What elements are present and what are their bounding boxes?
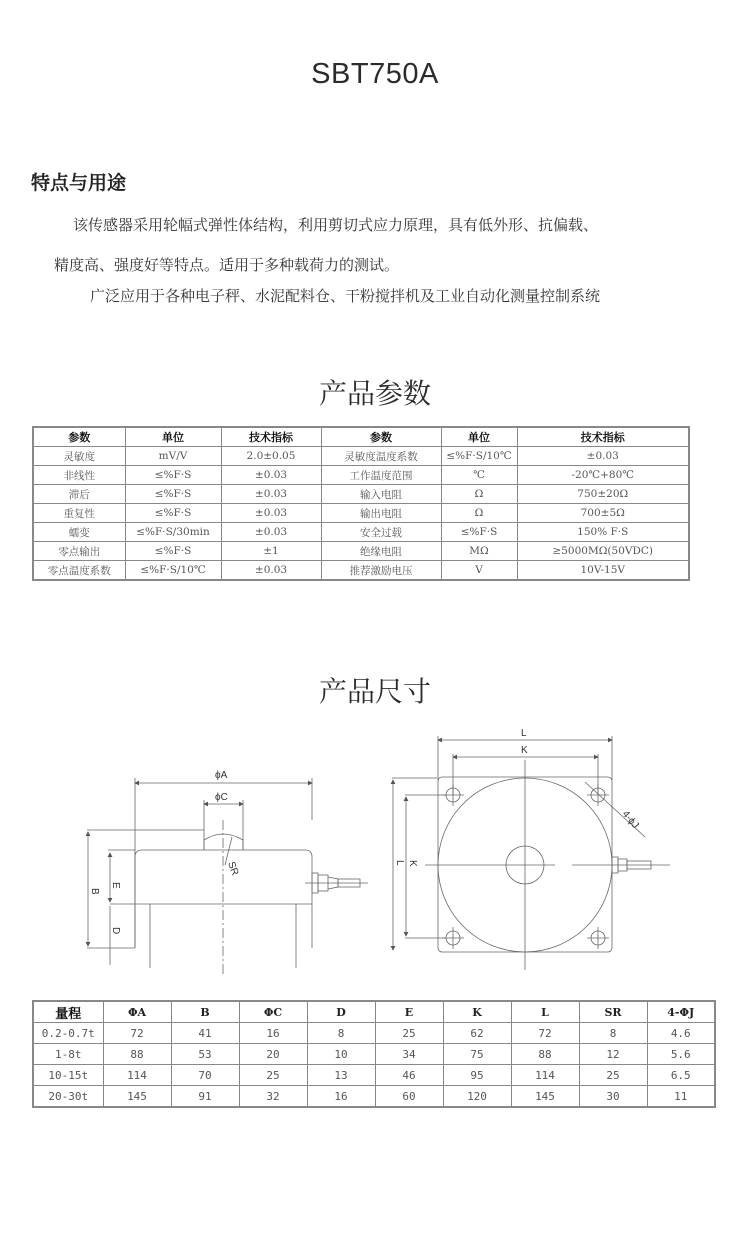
table-cell: 72 xyxy=(103,1023,171,1044)
label-b: B xyxy=(89,888,100,895)
table-row xyxy=(33,466,689,485)
table-cell: 25 xyxy=(375,1023,443,1044)
table-cell: 16 xyxy=(307,1086,375,1108)
label-d: D xyxy=(110,927,121,935)
table-cell: 8 xyxy=(307,1023,375,1044)
table-cell: 输出电阻 xyxy=(321,504,441,523)
table-cell: V xyxy=(441,561,517,581)
table-cell: 75 xyxy=(443,1044,511,1065)
table-row xyxy=(33,1065,715,1086)
table-cell: 零点温度系数 xyxy=(33,561,125,581)
table-row xyxy=(33,561,689,581)
table-cell: MΩ xyxy=(441,542,517,561)
table-cell: ±0.03 xyxy=(221,504,321,523)
table-cell: 绝缘电阻 xyxy=(321,542,441,561)
table-cell: 安全过载 xyxy=(321,523,441,542)
table-cell: 114 xyxy=(511,1065,579,1086)
table-cell: Ω xyxy=(441,504,517,523)
params-header-row xyxy=(33,427,689,447)
params-header-cell: 单位 xyxy=(441,427,517,447)
table-cell: ±0.03 xyxy=(221,523,321,542)
dimensions-heading: 产品尺寸 xyxy=(318,675,431,708)
table-cell: ≤%F·S xyxy=(125,542,221,561)
table-cell: 91 xyxy=(171,1086,239,1108)
table-cell: 10V-15V xyxy=(517,561,689,581)
label-e: E xyxy=(110,882,121,889)
table-cell: 13 xyxy=(307,1065,375,1086)
features-paragraph-2: 精度高、强度好等特点。适用于多种载荷力的测试。 xyxy=(54,256,400,274)
dimensions-header-cell: K xyxy=(443,1001,511,1023)
label-4-phi-j: 4-ϕJ xyxy=(619,808,641,831)
table-cell: 2.0±0.05 xyxy=(221,447,321,466)
label-phi-a: ϕA xyxy=(215,770,228,781)
table-cell: Ω xyxy=(441,485,517,504)
table-cell: 滞后 xyxy=(33,485,125,504)
table-cell: ±0.03 xyxy=(221,561,321,581)
table-cell: 95 xyxy=(443,1065,511,1086)
table-cell: 34 xyxy=(375,1044,443,1065)
table-cell: ±1 xyxy=(221,542,321,561)
table-cell: 灵敏度温度系数 xyxy=(321,447,441,466)
table-cell: 700±5Ω xyxy=(517,504,689,523)
table-cell: 10-15t xyxy=(33,1065,103,1086)
table-cell: 60 xyxy=(375,1086,443,1108)
dimensions-header-row xyxy=(33,1001,715,1023)
table-cell: ≤%F·S/30min xyxy=(125,523,221,542)
table-cell: 4.6 xyxy=(647,1023,715,1044)
table-cell: 145 xyxy=(103,1086,171,1108)
features-paragraph-3: 广泛应用于各种电子秤、水泥配料仓、干粉搅拌机及工业自动化测量控制系统 xyxy=(90,287,601,305)
table-cell: 12 xyxy=(579,1044,647,1065)
table-row xyxy=(33,523,689,542)
table-cell: 25 xyxy=(579,1065,647,1086)
table-row xyxy=(33,1023,715,1044)
table-cell: ≤%F·S xyxy=(441,523,517,542)
table-cell: 750±20Ω xyxy=(517,485,689,504)
table-cell: -20℃+80℃ xyxy=(517,466,689,485)
table-cell: 8 xyxy=(579,1023,647,1044)
table-row xyxy=(33,447,689,466)
label-k-left: K xyxy=(407,860,418,867)
dimensions-header-cell: B xyxy=(171,1001,239,1023)
label-phi-c: ϕC xyxy=(215,792,228,803)
table-cell: ≤%F·S xyxy=(125,466,221,485)
table-cell: ≥5000MΩ(50VDC) xyxy=(517,542,689,561)
table-cell: 30 xyxy=(579,1086,647,1108)
table-row xyxy=(33,1086,715,1108)
table-cell: ≤%F·S/10℃ xyxy=(125,561,221,581)
table-cell: 灵敏度 xyxy=(33,447,125,466)
table-cell: 120 xyxy=(443,1086,511,1108)
table-cell: 25 xyxy=(239,1065,307,1086)
label-l-top: L xyxy=(521,728,527,739)
table-cell: 88 xyxy=(103,1044,171,1065)
params-header-cell: 技术指标 xyxy=(517,427,689,447)
dimensions-header-cell: 量程 xyxy=(33,1001,103,1023)
params-header-cell: 技术指标 xyxy=(221,427,321,447)
params-table xyxy=(32,426,690,581)
table-cell: 蠕变 xyxy=(33,523,125,542)
table-row xyxy=(33,542,689,561)
top-view xyxy=(392,736,670,970)
table-cell: 工作温度范围 xyxy=(321,466,441,485)
params-header-cell: 参数 xyxy=(33,427,125,447)
table-row xyxy=(33,504,689,523)
dimension-drawing xyxy=(0,720,750,990)
table-cell: mV/V xyxy=(125,447,221,466)
table-cell: 72 xyxy=(511,1023,579,1044)
table-cell: 114 xyxy=(103,1065,171,1086)
table-cell: 41 xyxy=(171,1023,239,1044)
params-heading: 产品参数 xyxy=(318,377,431,410)
dimensions-header-cell: SR xyxy=(579,1001,647,1023)
params-header-cell: 参数 xyxy=(321,427,441,447)
label-sr: SR xyxy=(225,860,241,878)
product-title: SBT750A xyxy=(311,58,439,90)
table-cell: 62 xyxy=(443,1023,511,1044)
label-k-top: K xyxy=(521,745,528,756)
table-cell: ±0.03 xyxy=(517,447,689,466)
dimensions-table xyxy=(32,1000,716,1108)
table-cell: ℃ xyxy=(441,466,517,485)
table-cell: 1-8t xyxy=(33,1044,103,1065)
features-paragraph-1: 该传感器采用轮幅式弹性体结构，利用剪切式应力原理，具有低外形、抗偏载、 xyxy=(73,216,599,234)
table-cell: 非线性 xyxy=(33,466,125,485)
table-cell: 46 xyxy=(375,1065,443,1086)
table-cell: 推荐激励电压 xyxy=(321,561,441,581)
table-cell: ≤%F·S xyxy=(125,485,221,504)
table-cell: ±0.03 xyxy=(221,466,321,485)
table-row xyxy=(33,485,689,504)
features-heading: 特点与用途 xyxy=(31,172,127,194)
table-cell: 20 xyxy=(239,1044,307,1065)
table-cell: 70 xyxy=(171,1065,239,1086)
table-cell: 88 xyxy=(511,1044,579,1065)
table-cell: 零点输出 xyxy=(33,542,125,561)
table-cell: 16 xyxy=(239,1023,307,1044)
label-l-left: L xyxy=(394,860,405,866)
dimensions-header-cell: L xyxy=(511,1001,579,1023)
dimensions-header-cell: E xyxy=(375,1001,443,1023)
table-cell: 53 xyxy=(171,1044,239,1065)
table-cell: 输入电阻 xyxy=(321,485,441,504)
params-header-cell: 单位 xyxy=(125,427,221,447)
dimensions-header-cell: 4-ΦJ xyxy=(647,1001,715,1023)
table-row xyxy=(33,1044,715,1065)
table-cell: 20-30t xyxy=(33,1086,103,1108)
table-cell: 150% F·S xyxy=(517,523,689,542)
table-cell: 145 xyxy=(511,1086,579,1108)
dimensions-header-cell: ΦC xyxy=(239,1001,307,1023)
table-cell: 6.5 xyxy=(647,1065,715,1086)
side-view xyxy=(87,778,368,975)
table-cell: 重复性 xyxy=(33,504,125,523)
table-cell: 0.2-0.7t xyxy=(33,1023,103,1044)
table-cell: ≤%F·S/10℃ xyxy=(441,447,517,466)
dimensions-header-cell: ΦA xyxy=(103,1001,171,1023)
table-cell: 5.6 xyxy=(647,1044,715,1065)
table-cell: ±0.03 xyxy=(221,485,321,504)
dimensions-header-cell: D xyxy=(307,1001,375,1023)
table-cell: 32 xyxy=(239,1086,307,1108)
table-cell: ≤%F·S xyxy=(125,504,221,523)
table-cell: 11 xyxy=(647,1086,715,1108)
table-cell: 10 xyxy=(307,1044,375,1065)
